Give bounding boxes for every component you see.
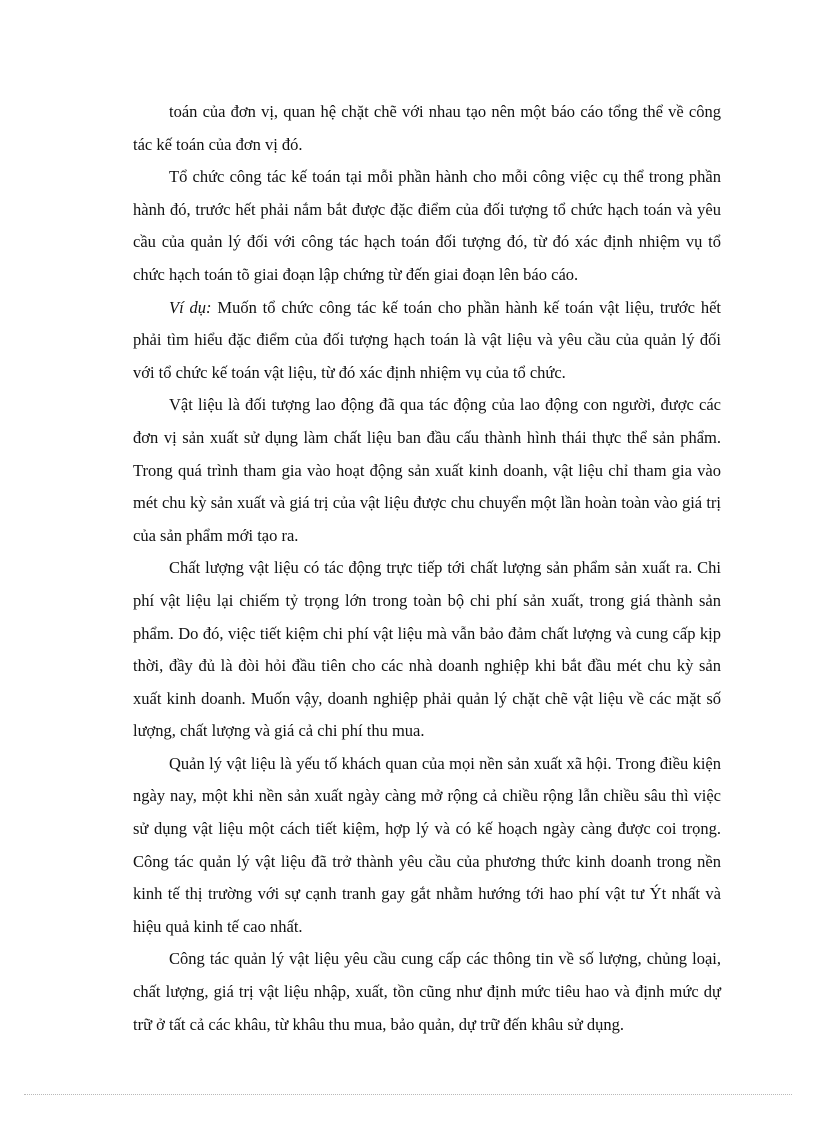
paragraph-7 — [133, 943, 721, 1041]
paragraph-1-text: toán của đơn vị, quan hệ chặt chẽ với nhau tạo nên một báo cáo tổng thể về công tác kế toán của đơn vị đó. — [133, 102, 721, 154]
paragraph-3 — [133, 292, 721, 390]
paragraph-1 — [133, 96, 721, 161]
paragraph-5-text: Chất lượng vật liệu có tác động trực tiếp tới chất lượng sản phẩm sản xuất ra. Chi phí vật liệu lại chiếm tỷ trọng lớn trong toàn bộ chi phí sản xuất, trong giá thành sản phẩm. Do đó, việc tiết kiệm chi phí vật liệu mà vẫn bảo đảm chất lượng và cung cấp kịp thời, đầy đủ là đòi hỏi đầu tiên cho các nhà doanh nghiệp khi bắt đầu mét chu kỳ sản xuất kinh doanh. Muốn vậy, doanh nghiệp phải quản lý chặt chẽ vật liệu về các mặt số lượng, chất lượng và giá cả chi phí thu mua. — [133, 558, 721, 741]
footer-divider — [24, 1094, 792, 1095]
paragraph-5 — [133, 552, 721, 748]
paragraph-6-text: Quản lý vật liệu là yếu tố khách quan của mọi nền sản xuất xã hội. Trong điều kiện ngày nay, một khi nền sản xuất ngày càng mở rộng cả chiều rộng lẫn chiều sâu thì việc sử dụng vật liệu một cách tiết kiệm, hợp lý và có kế hoạch ngày càng được coi trọng. Công tác quản lý vật liệu đã trở thành yêu cầu của phương thức kinh doanh trong nền kinh tế thị trường với sự cạnh tranh gay gắt nhằm hướng tới hao phí vật tư Ýt nhất và hiệu quả kinh tế cao nhất. — [133, 753, 721, 936]
paragraph-4 — [133, 389, 721, 552]
paragraph-7-text: Công tác quản lý vật liệu yêu cầu cung cấp các thông tin về số lượng, chủng loại, chất lượng, giá trị vật liệu nhập, xuất, tồn cũng như định mức tiêu hao và định mức dự trữ ở tất cả các khâu, từ khâu thu mua, bảo quản, dự trữ đến khâu sử dụng. — [133, 949, 721, 1034]
paragraph-2 — [133, 161, 721, 291]
paragraph-6 — [133, 748, 721, 944]
document-body — [133, 96, 721, 1041]
paragraph-3-text: Muốn tổ chức công tác kế toán cho phần hành kế toán vật liệu, trước hết phải tìm hiểu đặc điểm của đối tượng hạch toán là vật liệu và yêu cầu của quản lý đối với tổ chức kế toán vật liệu, từ đó xác định nhiệm vụ của tổ chức. — [133, 297, 721, 382]
example-label: Ví dụ: — [169, 297, 212, 317]
paragraph-2-text: Tổ chức công tác kế toán tại mỗi phần hành cho mỗi công việc cụ thể trong phần hành đó, trước hết phải nắm bắt được đặc điểm của đối tượng tổ chức hạch toán và yêu cầu của quản lý đối với công tác hạch toán đối tượng đó, từ đó xác định nhiệm vụ tổ chức hạch toán tõ giai đoạn lập chứng từ đến giai đoạn lên báo cáo. — [133, 167, 721, 284]
paragraph-4-text: Vật liệu là đối tượng lao động đã qua tác động của lao động con người, được các đơn vị sản xuất sử dụng làm chất liệu ban đầu cấu thành hình thái thực thể sản phẩm. Trong quá trình tham gia vào hoạt động sản xuất kinh doanh, vật liệu chỉ tham gia vào mét chu kỳ sản xuất và giá trị của vật liệu được chu chuyển một lần hoàn toàn vào giá trị của sản phẩm mới tạo ra. — [133, 395, 721, 545]
